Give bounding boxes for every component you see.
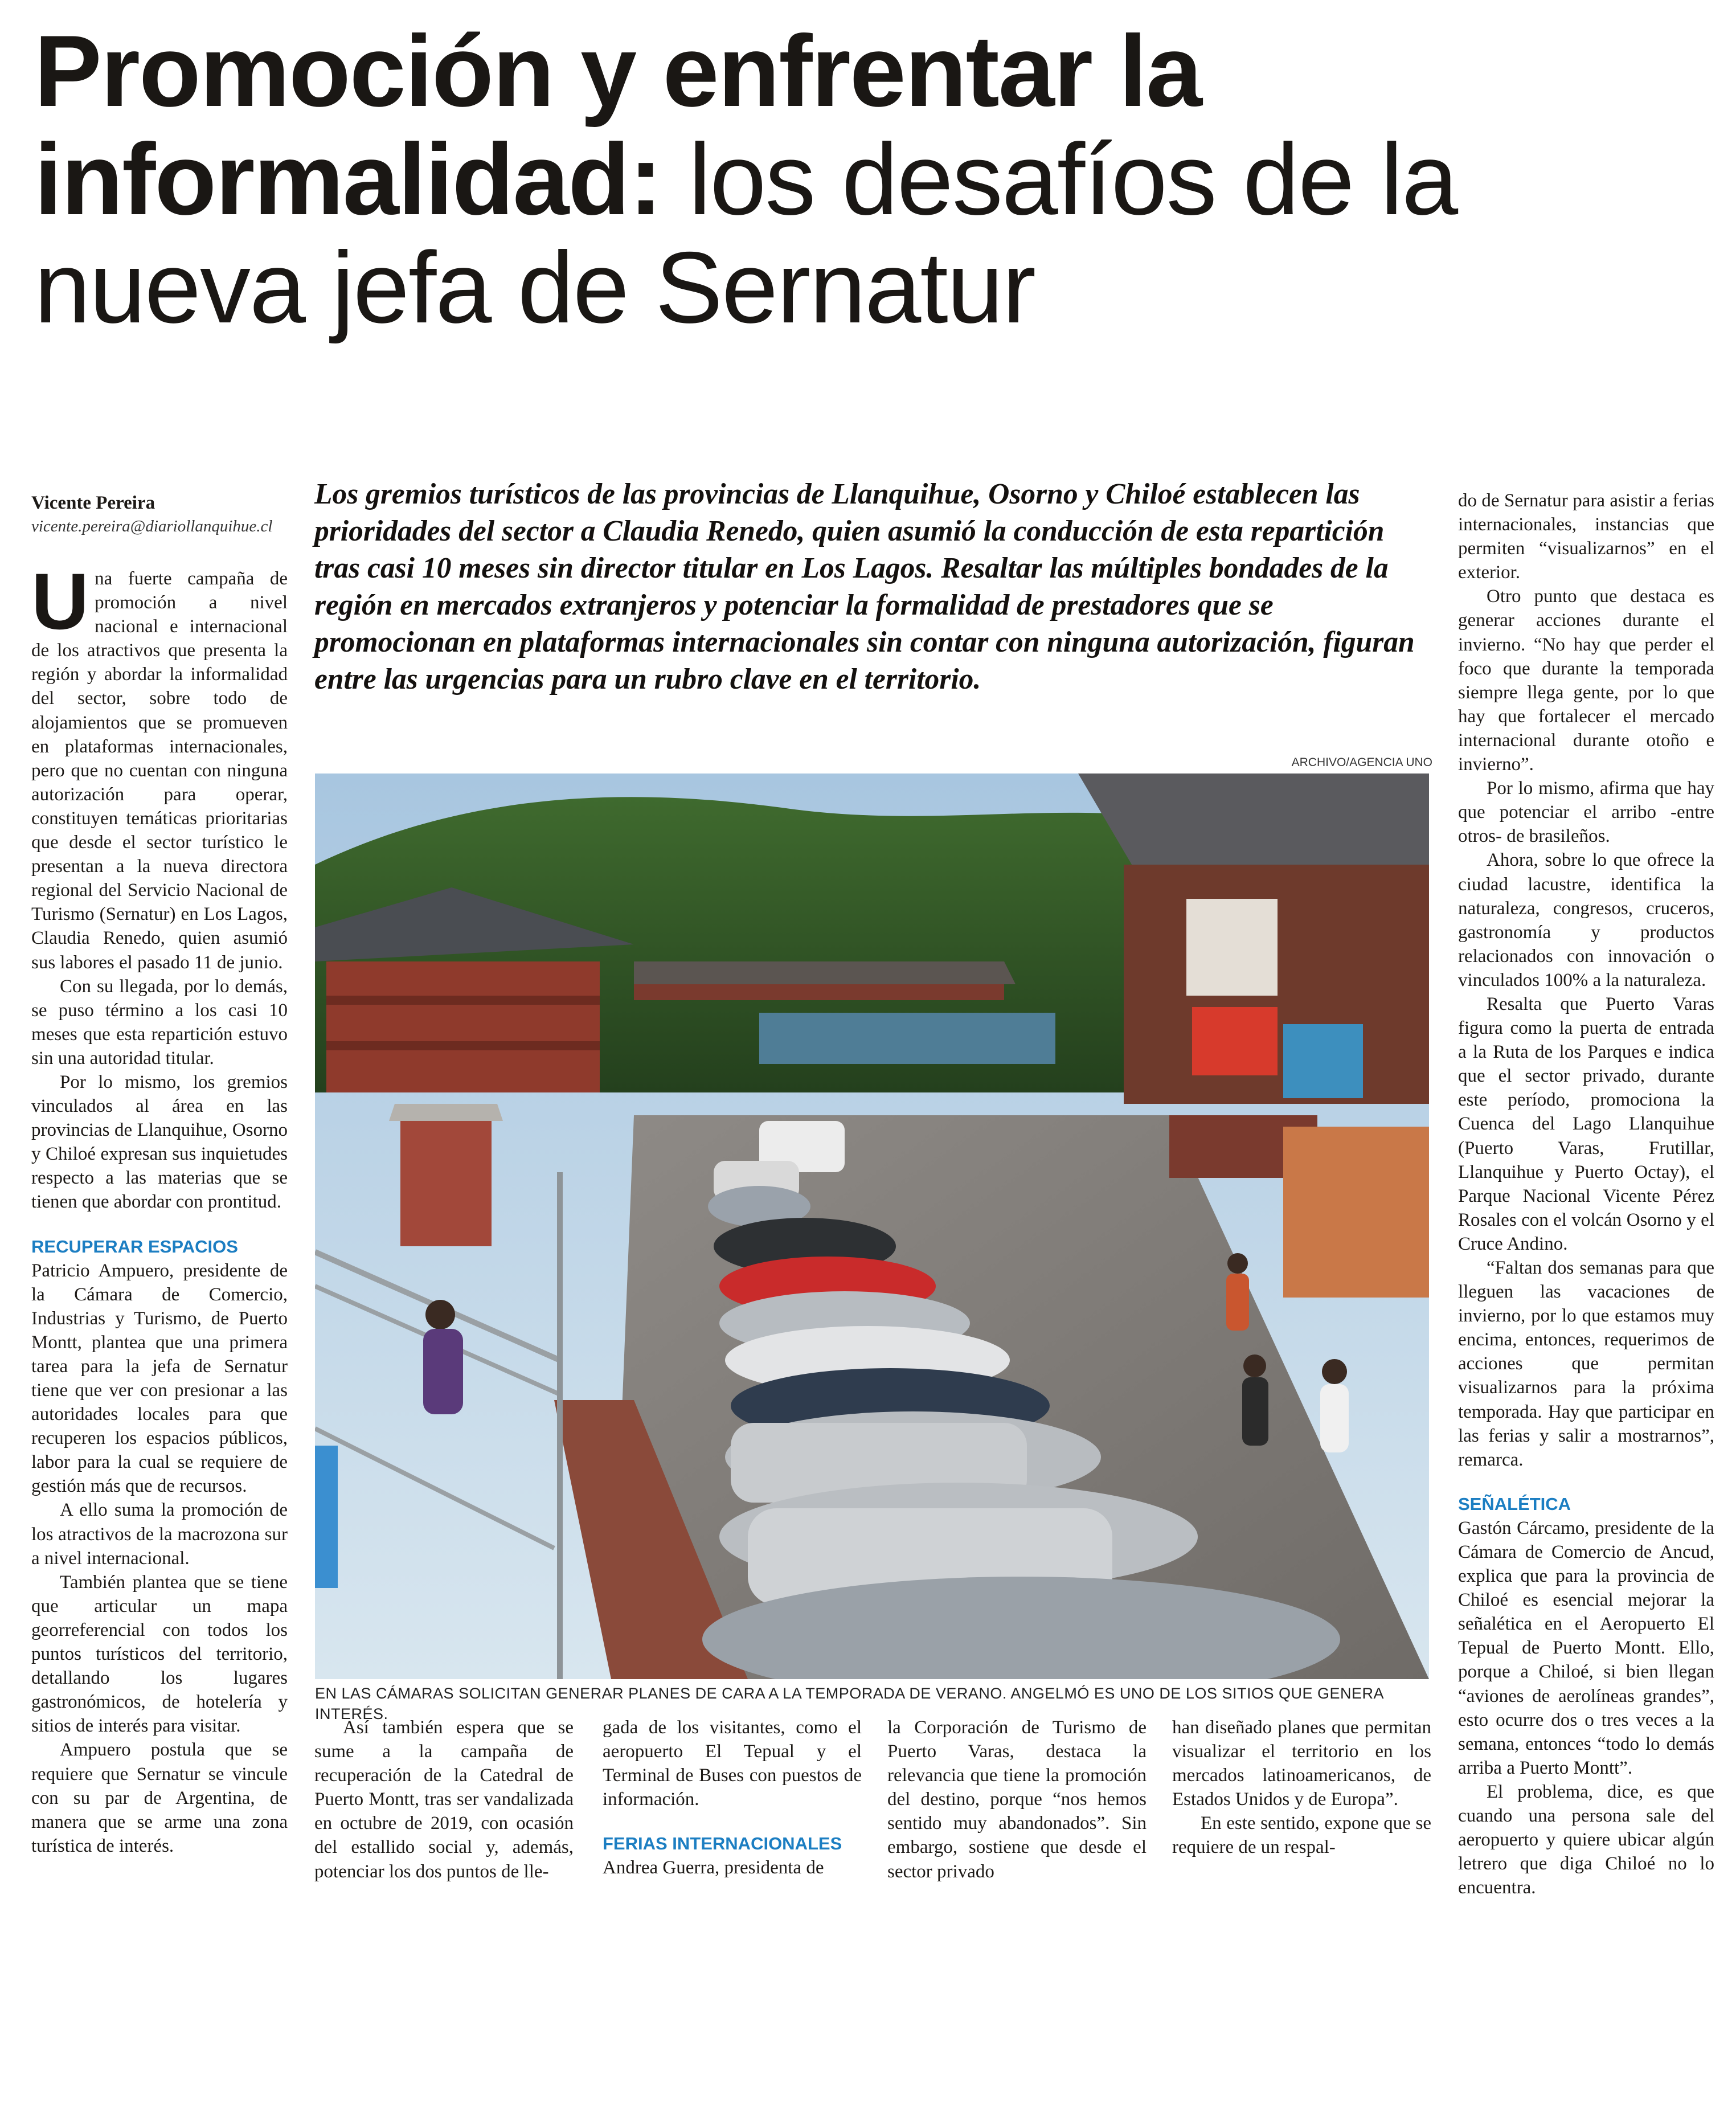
- first-paragraph-text: na fuerte campaña de promoción a nivel nacional e internacional de los atractivos que presenta la región y abordar la informalidad del sector, sobre todo de alojamientos que se promueven en plataformas internacionales, pero que no cuentan con ninguna autorización para operar, constituyen temáticas prioritarias que desde el sector turístico le presentan a la nueva directora regional del Servicio Nacional de Turismo (Sernatur) en Los Lagos, Claudia Renedo, quien asumió sus labores el pasado 11 de junio.: [31, 568, 288, 973]
- byline-author: Vicente Pereira: [31, 493, 155, 513]
- paragraph: Gastón Cárcamo, presidente de la Cámara de Comercio de Ancud, explica que para la provincia de Chiloé es esencial mejorar la señalética en el Aeropuerto El Tepual de Puerto Montt. Ello, porque a Chiloé, si bien llegan “aviones de aerolíneas grandes”, esto ocurre dos o tres veces a la semana, entonces “todo lo demás arriba a Puerto Montt”.: [1458, 1517, 1714, 1778]
- column-bottom-2: [603, 1716, 862, 1880]
- paragraph: Ahora, sobre lo que ofrece la ciudad lacustre, identifica la naturaleza, congresos, cruceros, gastronomía y productos relacionados con innovación o vinculados 100% a la naturaleza.: [1458, 850, 1714, 991]
- headline-bold: Promoción y enfrentar la informalidad:: [34, 14, 1201, 236]
- paragraph: Ampuero postula que se requiere que Sernatur se vincule con su par de Argentina, de manera que se arme una zona turística de interés.: [31, 1740, 288, 1856]
- paragraph: Patricio Ampuero, presidente de la Cámara de Comercio, Industrias y Turismo, de Puerto Montt, plantea que una primera tarea para la jefa de Sernatur tiene que ver con presionar a las autoridades locales para que recuperen los espacios públicos, labor para la cual se requiere de gestión más que de recursos.: [31, 1260, 288, 1497]
- paragraph: También plantea que se tiene que articular un mapa georreferencial con todos los puntos turísticos del territorio, detallando los lugares gastronómicos, de hotelería y sitios de interés para visitar.: [31, 1571, 288, 1737]
- paragraph: Resalta que Puerto Varas figura como la puerta de entrada a la Ruta de los Parques e indica que el sector privado, durante este período, promociona la Cuenca del Lago Llanquihue (Puerto Varas, Frutillar, Llanquihue y Puerto Octay), el Parque Nacional Vicente Pérez Rosales con el volcán Osorno y el Cruce Andino.: [1458, 993, 1714, 1254]
- photo-angelmo-parking: [315, 774, 1429, 1679]
- paragraph: Por lo mismo, los gremios vinculados al área en las provincias de Llanquihue, Osorno y Chiloé expresan sus inquietudes respecto a las materias que se tienen que abordar con prontitud.: [31, 1071, 288, 1213]
- drop-cap: U: [31, 556, 89, 646]
- byline: [31, 491, 299, 538]
- column-bottom-4: [1172, 1716, 1431, 1860]
- paragraph: han diseñado planes que permitan visualizar el territorio en los mercados latinoamericanos, de Estados Unidos y de Europa”.: [1172, 1717, 1431, 1810]
- byline-email[interactable]: vicente.pereira@diariollanquihue.cl: [31, 517, 273, 535]
- paragraph: En este sentido, expone que se requiere de un respal-: [1172, 1813, 1431, 1858]
- column-left: [31, 556, 288, 1858]
- photo-illustration: [315, 774, 1429, 1679]
- column-right: [1458, 489, 1714, 1900]
- paragraph: gada de los visitantes, como el aeropuerto El Tepual y el Terminal de Buses con puestos de información.: [603, 1717, 862, 1810]
- paragraph: do de Sernatur para asistir a ferias internacionales, instancias que permiten “visualizarnos” en el exterior.: [1458, 490, 1714, 583]
- subhead-senaletica: SEÑALÉTICA: [1458, 1493, 1571, 1514]
- paragraph: Con su llegada, por lo demás, se puso término a los casi 10 meses que esta repartición estuvo sin una autoridad titular.: [31, 976, 288, 1069]
- paragraph: Otro punto que destaca es generar acciones durante el invierno. “No hay que perder el foco que durante la temporada siempre llega gente, por lo que hay que fortalecer el mercado internacional durante otoño e invierno”.: [1458, 586, 1714, 775]
- paragraph: A ello suma la promoción de los atractivos de la macrozona sur a nivel internacional.: [31, 1500, 288, 1569]
- first-paragraph: [31, 556, 288, 975]
- paragraph: Así también espera que se sume a la campaña de recuperación de la Catedral de Puerto Montt, tras ser vandalizada en octubre de 2019, con ocasión del estallido social y, además, potenciar los dos puntos de lle-: [314, 1717, 574, 1882]
- lede: Los gremios turísticos de las provincias de Llanquihue, Osorno y Chiloé establecen las prioridades del sector a Claudia Renedo, quien asumió la conducción de esta repartición tras casi 10 meses sin director titular en Los Lagos. Resaltar las múltiples bondades de la región en mercados extranjeros y potenciar la formalidad de prestadores que se promocionan en plataformas internacionales sin contar con ninguna autorización, figuran entre las urgencias para un rubro clave en el territorio.: [314, 478, 1415, 695]
- headline-light: los desafíos de la nueva jefa de Sernatur: [34, 122, 1457, 344]
- paragraph: Por lo mismo, afirma que hay que potenciar el arribo -entre otros- de brasileños.: [1458, 778, 1714, 847]
- paragraph: El problema, dice, es que cuando una persona sale del aeropuerto y quiere ubicar algún letrero que diga Chiloé no lo encuentra.: [1458, 1781, 1714, 1898]
- photo-caption: EN LAS CÁMARAS SOLICITAN GENERAR PLANES DE CARA A LA TEMPORADA DE VERANO. ANGELMÓ ES UNO DE LOS SITIOS QUE GENERA INTERÉS.: [315, 1685, 1383, 1722]
- column-bottom-1: [314, 1716, 574, 1884]
- paragraph: la Corporación de Turismo de Puerto Varas, destaca la relevancia que tiene la promoción del destino, porque “nos hemos sentido muy abandonados”. Sin embargo, sostiene que desde el sector privado: [887, 1717, 1147, 1882]
- headline: [34, 14, 1703, 344]
- photo-credit: ARCHIVO/AGENCIA UNO: [1291, 756, 1432, 769]
- subhead-ferias-internacionales: FERIAS INTERNACIONALES: [603, 1834, 842, 1854]
- paragraph: “Faltan dos semanas para que lleguen las vacaciones de invierno, por lo que estamos muy encima, entonces, requerimos de acciones que permitan visualizarnos para la próxima temporada. Hay que participar en las ferias y salir a mostrarnos”, remarca.: [1458, 1258, 1714, 1470]
- paragraph: Andrea Guerra, presidenta de: [603, 1857, 824, 1879]
- column-bottom-3: [887, 1716, 1147, 1884]
- subhead-recuperar-espacios: RECUPERAR ESPACIOS: [31, 1236, 238, 1257]
